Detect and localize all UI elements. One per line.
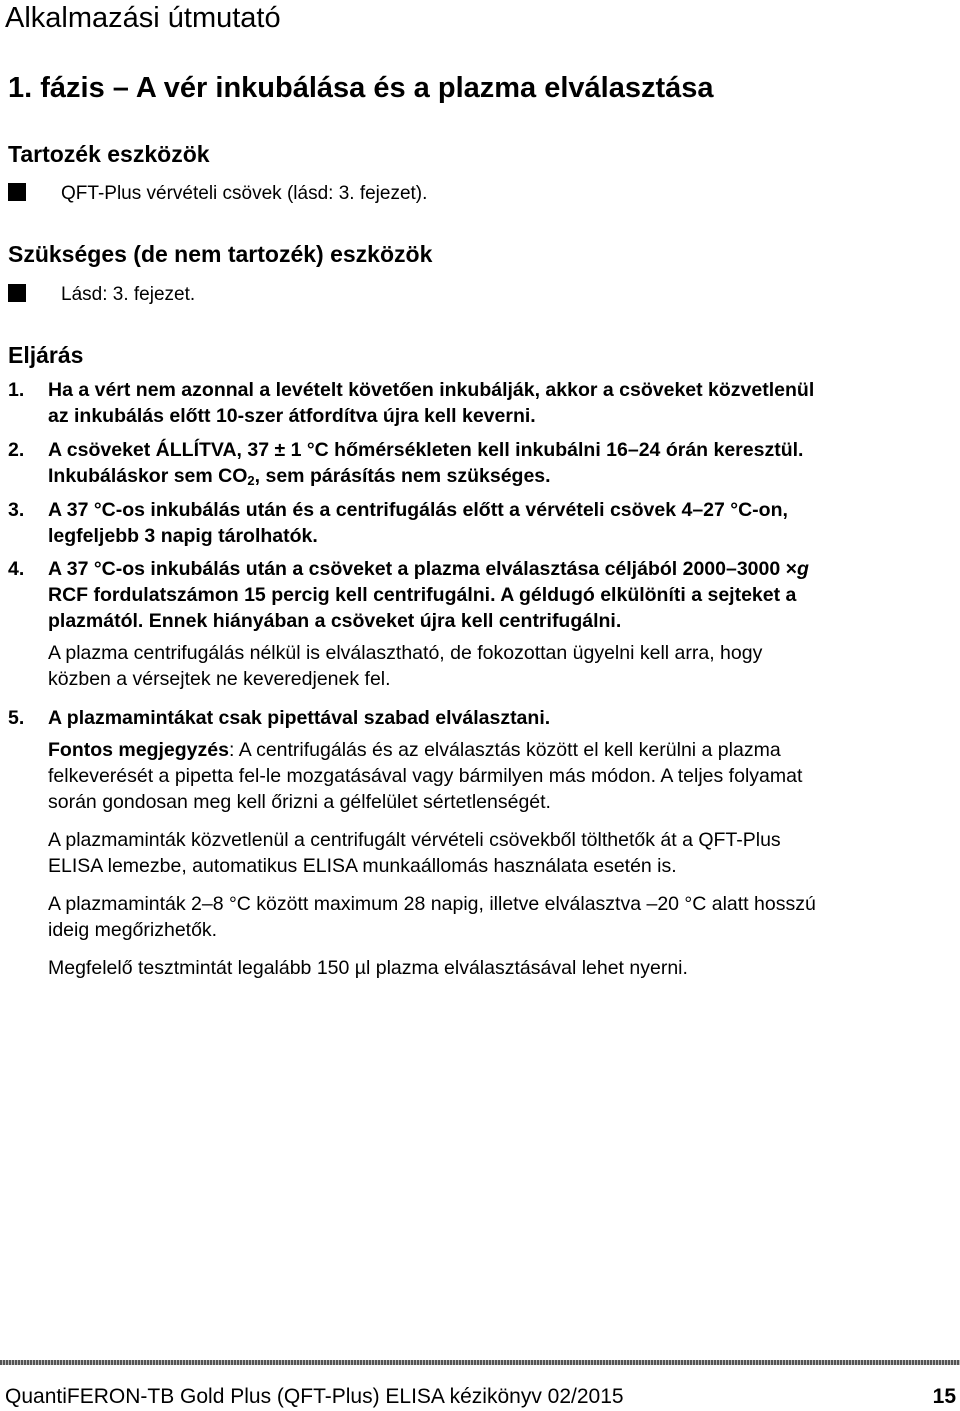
footer-divider — [0, 1360, 960, 1365]
paragraph-storage — [48, 891, 816, 943]
step-text-part: , sem párásítás nem szükséges. — [254, 465, 551, 487]
important-label: Fontos megjegyzés — [48, 739, 229, 761]
page-title: Alkalmazási útmutató — [5, 2, 281, 34]
paragraph-line: ELISA lemezbe, automatikus ELISA munkaállomás használata esetén is. — [48, 855, 677, 877]
step-number: 2. — [8, 439, 25, 461]
paragraph-elisa-transfer — [48, 827, 781, 879]
paragraph-line: A plazmaminták 2–8 °C között maximum 28 napig, illetve elválasztva –20 °C alatt hosszú — [48, 893, 816, 915]
phase-heading: 1. fázis – A vér inkubálása és a plazma elválasztása — [8, 72, 714, 104]
step-text-line: legfeljebb 3 napig tárolhatók. — [48, 525, 318, 547]
step-number: 5. — [8, 707, 25, 729]
step-text-line: RCF fordulatszámon 15 percig kell centrifugálni. A géldugó elkülöníti a sejteket a — [48, 584, 797, 606]
required-heading: Szükséges (de nem tartozék) eszközök — [8, 241, 433, 267]
note-line — [48, 737, 938, 763]
paragraph-line: A plazmaminták közvetlenül a centrifugált vérvételi csövekből tölthetők át a QFT-Plus — [48, 829, 781, 851]
step-text-line — [48, 463, 938, 494]
step-text-part: A 37 °C-os inkubálás után a csöveket a plazma elválasztása céljából 2000–3000 × — [48, 558, 798, 580]
step-note — [48, 640, 938, 692]
important-note — [48, 737, 938, 815]
required-item — [8, 282, 195, 308]
included-item — [8, 181, 427, 207]
footer-text: QuantiFERON-TB Gold Plus (QFT-Plus) ELISA kézikönyv 02/2015 — [5, 1385, 624, 1408]
subscript: 2 — [247, 473, 255, 488]
square-bullet-icon — [8, 183, 26, 201]
step-number: 3. — [8, 499, 25, 521]
step-text-line: A csöveket ÁLLÍTVA, 37 ± 1 °C hőmérsékleten kell inkubálni 16–24 órán keresztül. — [48, 439, 804, 461]
step-text-part: Inkubáláskor sem CO — [48, 465, 248, 487]
page-number: 15 — [932, 1385, 956, 1408]
paragraph-line: ideig megőrizhetők. — [48, 919, 218, 941]
note-line: közben a vérsejtek ne keveredjenek fel. — [48, 668, 391, 690]
note-line: felkeverését a pipetta fel-le mozgatásával vagy bármilyen más módon. A teljes folyamat — [48, 765, 803, 787]
required-item-text: Lásd: 3. fejezet. — [61, 284, 196, 305]
step-number: 1. — [8, 379, 25, 401]
step-text-line: az inkubálás előtt 10-szer átfordítva újra kell keverni. — [48, 405, 536, 427]
note-text: : A centrifugálás és az elválasztás között el kell kerülni a plazma — [228, 739, 781, 761]
paragraph-line: Megfelelő tesztmintát legalább 150 µl plazma elválasztásával lehet nyerni. — [48, 957, 688, 979]
included-item-text: QFT-Plus vérvételi csövek (lásd: 3. fejezet). — [61, 183, 428, 204]
note-line: során gondosan meg kell őrizni a gélfelület sértetlenségét. — [48, 791, 551, 813]
paragraph-sample-volume — [48, 955, 688, 981]
note-line: A plazma centrifugálás nélkül is elválasztható, de fokozottan ügyelni kell arra, hogy — [48, 642, 763, 664]
square-bullet-icon — [8, 284, 26, 302]
included-heading: Tartozék eszközök — [8, 141, 210, 167]
step-text-line: A plazmamintákat csak pipettával szabad elválasztani. — [48, 707, 551, 729]
procedure-heading: Eljárás — [8, 342, 84, 368]
step-text-line: Ha a vért nem azonnal a levételt követően inkubálják, akkor a csöveket közvetlenül — [48, 379, 815, 401]
step-text-line: A 37 °C-os inkubálás után és a centrifugálás előtt a vérvételi csövek 4–27 °C-on, — [48, 499, 788, 521]
step-text-line — [48, 556, 938, 582]
step-number: 4. — [8, 558, 25, 580]
step-text-line: plazmától. Ennek hiányában a csöveket újra kell centrifugálni. — [48, 610, 622, 632]
g-force-symbol: g — [797, 558, 809, 580]
